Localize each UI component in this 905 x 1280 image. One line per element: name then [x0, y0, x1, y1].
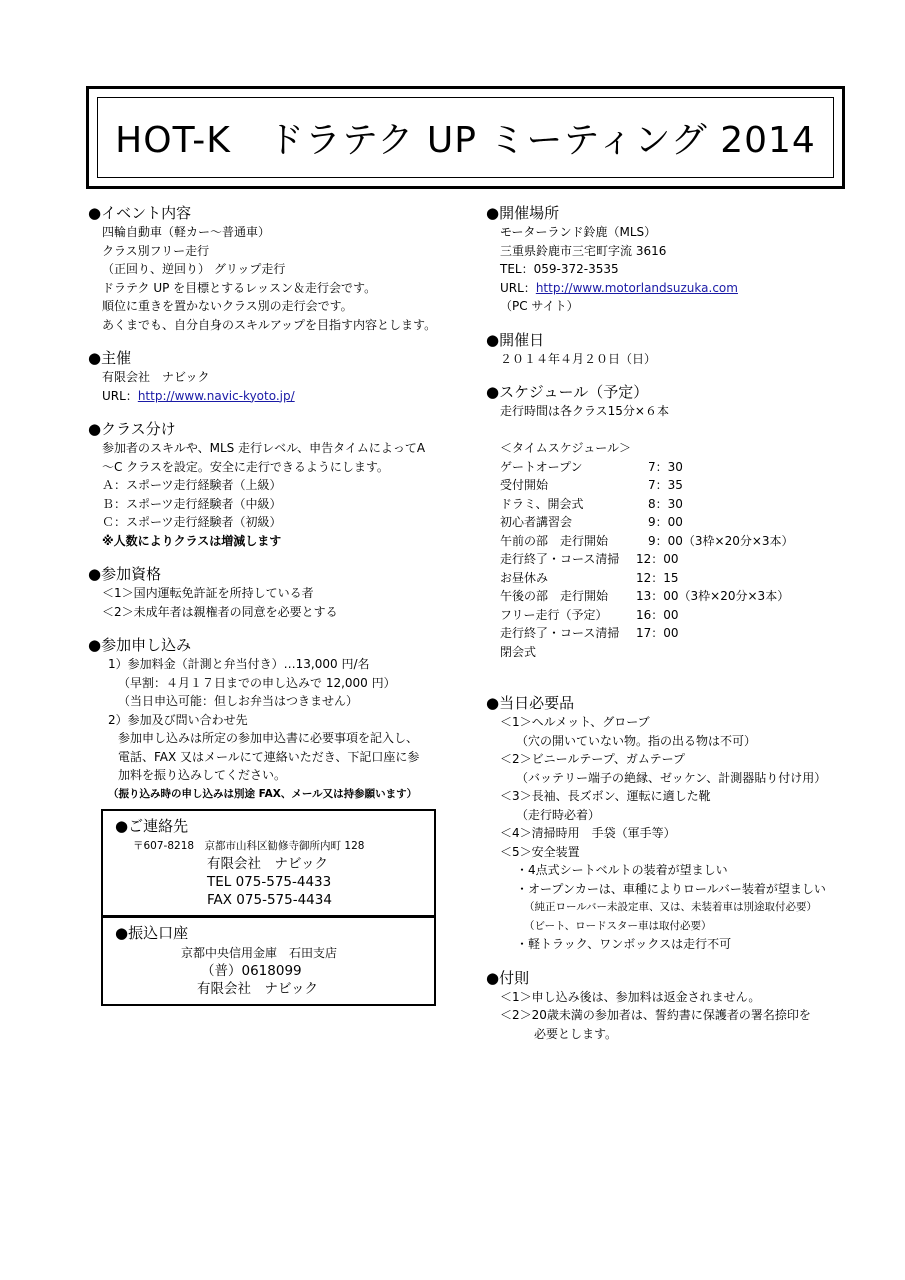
- schedule-time: 9：00（3枠×20分×3本）: [636, 533, 794, 548]
- schedule-item: 閉会式: [500, 644, 537, 659]
- section-date: [486, 330, 866, 369]
- right-column: [486, 203, 866, 1043]
- section-heading: ●スケジュール（予定）: [486, 383, 649, 401]
- contact-address: 〒607-8218 京都市山科区勧修寺御所内町 128: [133, 840, 365, 852]
- contact-company: 有限会社 ナビック: [207, 856, 328, 872]
- venue-name: モーターランド鈴鹿（MLS）: [500, 225, 657, 239]
- schedule-time: 12：15: [636, 570, 679, 585]
- schedule-item: 午後の部 走行開始: [500, 589, 609, 603]
- schedule-time: 7：30: [636, 459, 683, 474]
- venue-pc-note: （PC サイト）: [500, 299, 579, 313]
- schedule-row: [486, 476, 866, 495]
- items-line: （穴の開いていない物。指の出る物は不可）: [516, 733, 757, 748]
- organizer-url-link[interactable]: http://www.navic-kyoto.jp/: [137, 388, 295, 403]
- items-line: （バッテリー端子の絶縁、ゼッケン、計測器貼り付け用）: [516, 770, 827, 785]
- venue-tel: TEL：059-372-3535: [500, 262, 619, 276]
- contact-heading: ●ご連絡先: [115, 817, 189, 835]
- application-line: 電話、FAX 又はメールにて連絡いただき、下記口座に参: [118, 749, 420, 764]
- classes-line: 参加者のスキルや、MLS 走行レベル、申告タイムによってA: [102, 441, 426, 455]
- schedule-row: [486, 569, 866, 588]
- organizer-url-row: [88, 387, 468, 406]
- page-title: HOT-K ドラテク UP ミーティング 2014: [115, 120, 816, 161]
- items-line: （ビート、ロードスター車は取付必要）: [524, 919, 712, 932]
- application-line: （当日申込可能：但しお弁当はつきません）: [118, 694, 359, 708]
- schedule-time: 13：00（3枠×20分×3本）: [636, 589, 790, 603]
- event-line: あくまでも、自分自身のスキルアップを目指す内容とします。: [102, 317, 437, 332]
- classes-line: Ａ：スポーツ走行経験者（上級）: [102, 478, 282, 492]
- schedule-item: 初心者講習会: [500, 515, 573, 529]
- section-heading: ●開催場所: [486, 204, 560, 222]
- section-heading: ●クラス分け: [88, 420, 176, 438]
- items-line: ＜2＞ビニールテープ、ガムテープ: [500, 752, 685, 766]
- schedule-row: [486, 624, 866, 643]
- schedule-row: [486, 606, 866, 625]
- items-line: ・4点式シートベルトの装着が望ましい: [516, 863, 728, 877]
- rules-line: ＜2＞20歳未満の参加者は、誓約書に保護者の署名捺印を: [500, 1008, 811, 1022]
- schedule-item: 走行終了・コース清掃: [500, 552, 620, 566]
- section-heading: ●参加資格: [88, 565, 162, 583]
- schedule-time: 12：00: [636, 552, 679, 566]
- section-rules: [486, 968, 866, 1044]
- rules-line: 必要とします。: [534, 1026, 618, 1041]
- application-line: （早割：４月１７日までの申し込みで 12,000 円）: [118, 675, 396, 690]
- title-frame: [86, 86, 845, 189]
- section-event: [88, 203, 468, 334]
- application-line: 1）参加料金（計測と弁当付き）…13,000 円/名: [108, 657, 370, 671]
- section-heading: ●開催日: [486, 330, 545, 349]
- qualification-line: ＜1＞国内運転免許証を所持している者: [102, 586, 314, 600]
- schedule-item: 午前の部 走行開始: [500, 533, 609, 548]
- schedule-item: 走行終了・コース清掃: [500, 626, 620, 640]
- classes-note: ※人数によりクラスは増減します: [102, 533, 282, 548]
- contact-fax: FAX 075-575-4434: [207, 892, 332, 908]
- schedule-row: [486, 495, 866, 514]
- items-line: （純正ロールバー未設定車、又は、未装着車は別途取付必要）: [524, 901, 818, 913]
- schedule-row: [486, 513, 866, 532]
- section-heading: ●主催: [88, 349, 132, 367]
- bank-box: [101, 917, 436, 1006]
- items-line: ＜4＞清掃時用 手袋（軍手等）: [500, 826, 676, 840]
- application-line: 参加申し込みは所定の参加申込書に必要事項を記入し、: [118, 731, 419, 745]
- event-line: 順位に重きを置かないクラス別の走行会です。: [102, 299, 353, 313]
- section-items-needed: [486, 693, 866, 954]
- schedule-time: 16：00: [636, 607, 679, 622]
- classes-line: ～C クラスを設定。安全に走行できるようにします。: [102, 459, 389, 474]
- rules-line: ＜1＞申し込み後は、参加料は返金されません。: [500, 989, 761, 1004]
- application-line: 加料を振り込みしてください。: [118, 768, 287, 782]
- section-venue: [486, 203, 866, 316]
- schedule-row: [486, 643, 866, 662]
- section-heading: ●イベント内容: [88, 204, 192, 222]
- schedule-item: ドラミ、開会式: [500, 496, 584, 511]
- schedule-row: [486, 587, 866, 606]
- section-organizer: [88, 348, 468, 405]
- bank-account: （普）0618099: [201, 963, 302, 979]
- section-qualification: [88, 564, 468, 621]
- schedule-item: 受付開始: [500, 478, 549, 492]
- url-label: URL：: [500, 280, 536, 295]
- left-column: [88, 203, 468, 1006]
- time-schedule-heading: ＜タイムスケジュール＞: [500, 441, 632, 455]
- section-application: [88, 635, 468, 803]
- venue-address: 三重県鈴鹿市三宅町字流 3616: [500, 243, 667, 258]
- section-heading: ●付則: [486, 968, 530, 987]
- items-line: ＜5＞安全装置: [500, 844, 580, 859]
- contact-box: [101, 809, 436, 917]
- event-line: 四輪自動車（軽カー～普通車）: [102, 225, 271, 239]
- qualification-line: ＜2＞未成年者は親権者の同意を必要とする: [102, 604, 338, 619]
- title-inner-frame: [97, 97, 834, 178]
- url-label: URL：: [102, 388, 138, 403]
- schedule-row: [486, 532, 866, 551]
- classes-line: Ｃ：スポーツ走行経験者（初級）: [102, 515, 282, 529]
- schedule-item: フリー走行（予定）: [500, 607, 608, 622]
- bank-name: 京都中央信用金庫 石田支店: [181, 946, 338, 960]
- section-classes: [88, 419, 468, 550]
- schedule-item: お昼休み: [500, 570, 549, 585]
- schedule-time: 7：35: [636, 478, 683, 492]
- contact-tel: TEL 075-575-4433: [207, 874, 332, 890]
- application-note: （振り込み時の申し込みは別途 FAX、メール又は持参願います）: [108, 787, 418, 800]
- bank-holder: 有限会社 ナビック: [197, 981, 318, 997]
- venue-url-row: [486, 279, 866, 298]
- classes-line: Ｂ：スポーツ走行経験者（中級）: [102, 496, 282, 511]
- run-time: 走行時間は各クラス15分×６本: [500, 404, 669, 418]
- items-line: ・軽トラック、ワンボックスは走行不可: [516, 937, 732, 951]
- schedule-time: 8：30: [636, 496, 683, 511]
- items-line: ・オープンカーは、車種によりロールバー装着が望ましい: [516, 881, 826, 896]
- event-date: ２０１４年４月２０日（日）: [500, 351, 657, 366]
- event-line: クラス別フリー走行: [102, 243, 210, 258]
- bank-heading: ●振込口座: [115, 924, 189, 942]
- schedule-time: 9：00: [636, 515, 683, 529]
- items-line: （走行時必着）: [516, 807, 601, 822]
- section-schedule: [486, 382, 866, 661]
- section-heading: ●参加申し込み: [88, 636, 192, 654]
- items-line: ＜3＞長袖、長ズボン、運転に適した靴: [500, 789, 711, 803]
- schedule-item: ゲートオープン: [500, 459, 583, 474]
- organizer-name: 有限会社 ナビック: [102, 370, 210, 384]
- section-heading: ●当日必要品: [486, 694, 575, 712]
- event-line: ドラテク UP を目標とするレッスン＆走行会です。: [102, 280, 377, 295]
- event-line: （正回り、逆回り） グリップ走行: [102, 262, 286, 276]
- items-line: ＜1＞ヘルメット、グローブ: [500, 715, 650, 729]
- venue-url-link[interactable]: http://www.motorlandsuzuka.com: [535, 280, 738, 295]
- schedule-row: [486, 550, 866, 569]
- schedule-time: 17：00: [636, 626, 679, 640]
- schedule-row: [486, 458, 866, 477]
- application-line: 2）参加及び問い合わせ先: [108, 712, 248, 727]
